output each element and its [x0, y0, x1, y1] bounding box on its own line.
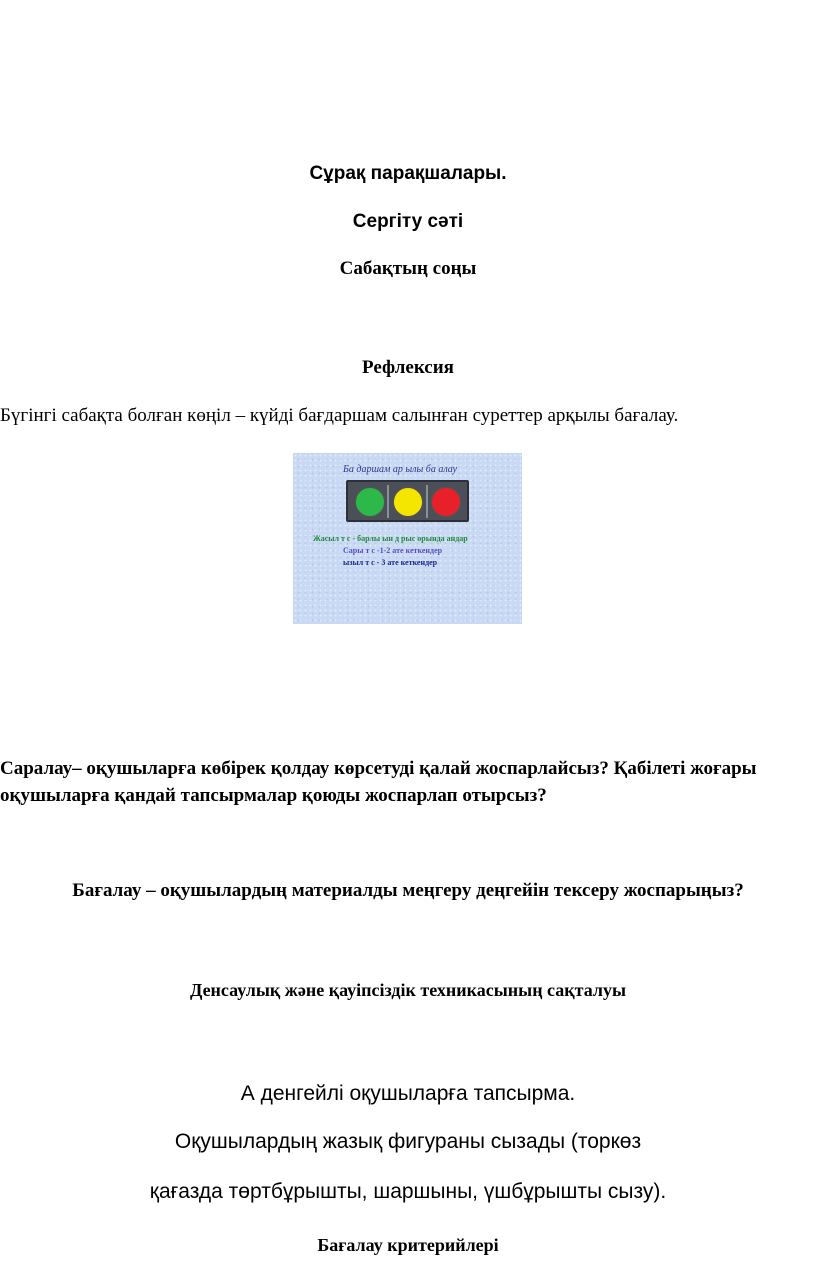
health-safety-text: Денсаулық және қауіпсіздік техникасының сақталуы [189, 980, 627, 1000]
assessment-text: Бағалау – оқушылардың материалды меңгеру деңгейін тексеру жоспарыңыз? [72, 880, 744, 901]
differentiation-text: Саралау– оқушыларға көбірек қолдау көрсетуді қалай жоспарлайсыз? Қабілеті жоғары оқушыларға қандай тапсырмалар қоюды жоспарлап отырсыз? [0, 758, 757, 806]
heading-refresh-moment: Сергіту сәті [352, 211, 464, 232]
level-a-task: А денгейлі оқушыларға тапсырма. [240, 1082, 576, 1105]
red-lamp [431, 487, 461, 517]
legend-red: ызыл т с - 3 ате кеткендер [343, 558, 438, 567]
assessment-criteria: Бағалау критерийлері [317, 1235, 499, 1255]
heading-question-sheets: Сұрақ парақшалары. [309, 163, 507, 184]
legend-yellow: Сары т с -1-2 ате кеткендер [343, 546, 443, 555]
traffic-light [346, 480, 469, 522]
figure-title: Ба даршам ар ылы ба алау [343, 464, 458, 475]
green-lamp [355, 487, 385, 517]
lamp-separator [387, 485, 389, 518]
heading-lesson-end: Сабақтың соңы [339, 258, 477, 279]
task-description-1: Оқушылардың жазық фигураны сызады (торкөз [174, 1130, 642, 1153]
yellow-lamp [393, 487, 423, 517]
task-description-2: қағазда төртбұрышты, шаршыны, үшбұрышты сызу). [149, 1180, 667, 1203]
reflection-text: Бүгінгі сабақта болған көңіл – күйді бағдаршам салынған суреттер арқылы бағалау. [0, 405, 679, 426]
legend-green: Жасыл т с - барлы ын д рыс орында андар [313, 534, 468, 543]
heading-reflection: Рефлексия [362, 357, 454, 378]
lamp-separator [426, 485, 428, 518]
traffic-light-figure [293, 453, 522, 624]
figure-legend [313, 533, 513, 569]
